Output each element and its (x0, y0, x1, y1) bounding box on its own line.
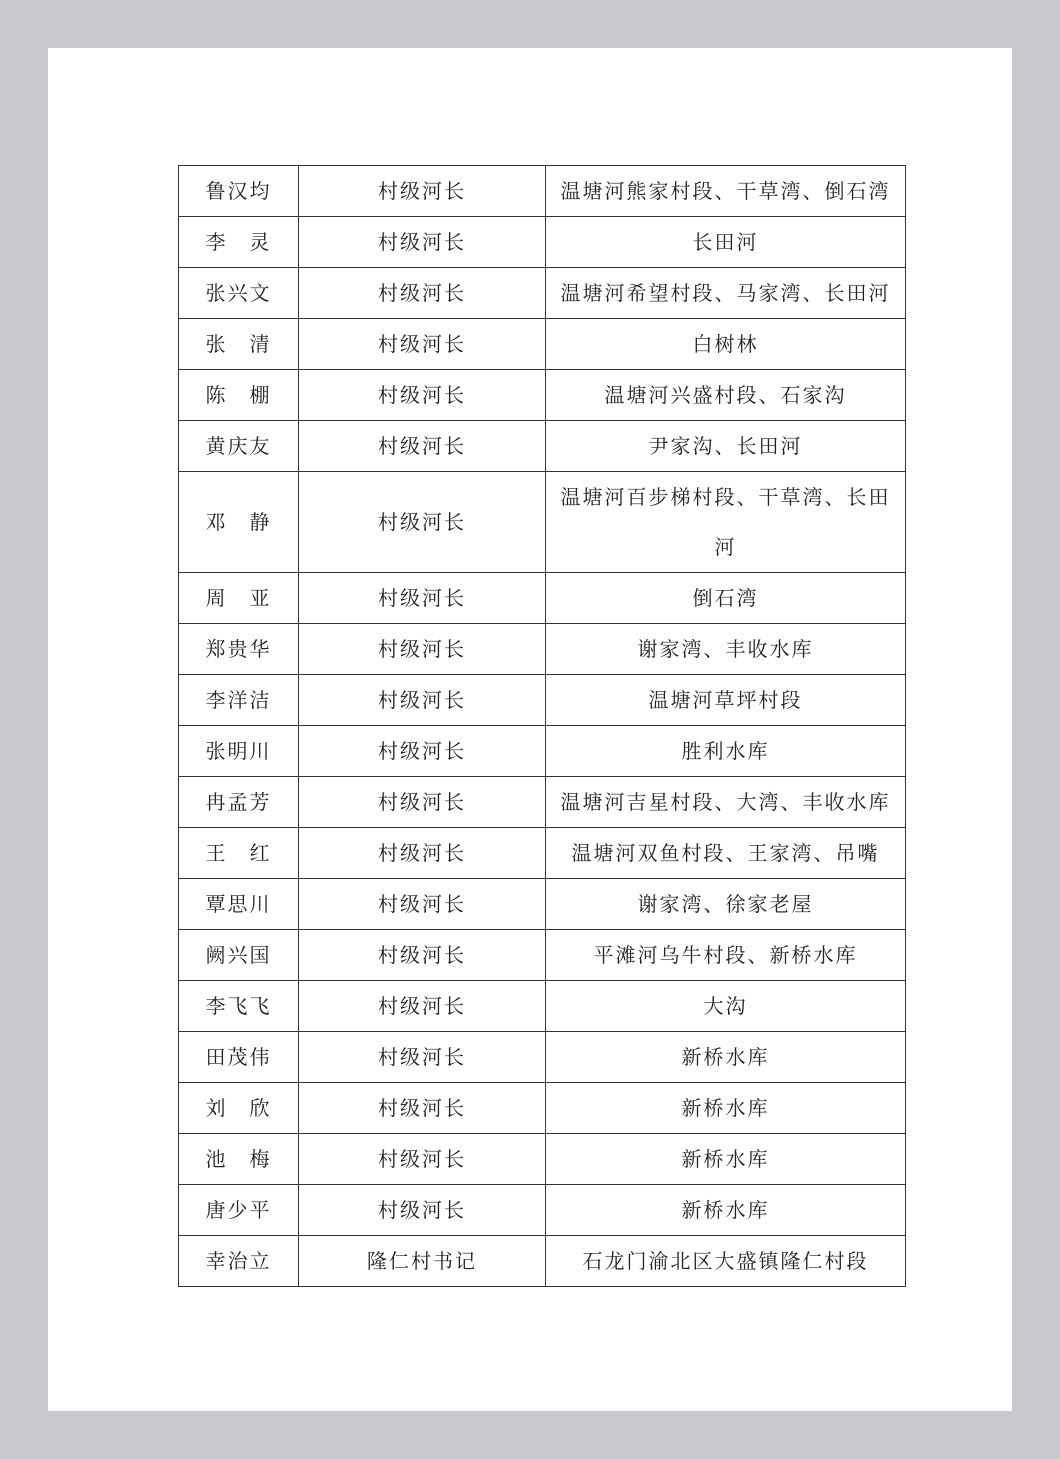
role-cell: 村级河长 (299, 1134, 546, 1185)
table-row (179, 573, 906, 624)
river-chief-table (178, 165, 906, 1287)
role-cell: 村级河长 (299, 573, 546, 624)
table-row (179, 1083, 906, 1134)
role-cell: 村级河长 (299, 930, 546, 981)
table-row (179, 726, 906, 777)
area-cell: 石龙门渝北区大盛镇隆仁村段 (546, 1236, 906, 1287)
table-row (179, 370, 906, 421)
area-cell: 白树林 (546, 319, 906, 370)
name-cell: 刘 欣 (179, 1083, 299, 1134)
area-cell: 温塘河百步梯村段、干草湾、长田河 (546, 472, 906, 573)
name-cell: 池 梅 (179, 1134, 299, 1185)
name-cell: 周 亚 (179, 573, 299, 624)
name-cell: 张兴文 (179, 268, 299, 319)
name-cell: 黄庆友 (179, 421, 299, 472)
area-cell: 新桥水库 (546, 1134, 906, 1185)
area-cell: 谢家湾、徐家老屋 (546, 879, 906, 930)
area-cell: 温塘河兴盛村段、石家沟 (546, 370, 906, 421)
role-cell: 隆仁村书记 (299, 1236, 546, 1287)
table-row (179, 879, 906, 930)
role-cell: 村级河长 (299, 675, 546, 726)
name-cell: 郑贵华 (179, 624, 299, 675)
area-cell: 温塘河希望村段、马家湾、长田河 (546, 268, 906, 319)
role-cell: 村级河长 (299, 1185, 546, 1236)
table-row (179, 828, 906, 879)
role-cell: 村级河长 (299, 268, 546, 319)
area-cell: 温塘河熊家村段、干草湾、倒石湾 (546, 166, 906, 217)
table-row (179, 166, 906, 217)
table-row (179, 930, 906, 981)
area-cell: 大沟 (546, 981, 906, 1032)
table-row (179, 472, 906, 573)
name-cell: 张 清 (179, 319, 299, 370)
name-cell: 李飞飞 (179, 981, 299, 1032)
role-cell: 村级河长 (299, 166, 546, 217)
name-cell: 李 灵 (179, 217, 299, 268)
role-cell: 村级河长 (299, 624, 546, 675)
name-cell: 邓 静 (179, 472, 299, 573)
role-cell: 村级河长 (299, 726, 546, 777)
role-cell: 村级河长 (299, 421, 546, 472)
area-cell: 尹家沟、长田河 (546, 421, 906, 472)
role-cell: 村级河长 (299, 217, 546, 268)
table-row (179, 1032, 906, 1083)
role-cell: 村级河长 (299, 828, 546, 879)
name-cell: 田茂伟 (179, 1032, 299, 1083)
role-cell: 村级河长 (299, 1032, 546, 1083)
role-cell: 村级河长 (299, 981, 546, 1032)
name-cell: 张明川 (179, 726, 299, 777)
table-row (179, 1134, 906, 1185)
area-cell: 平滩河乌牛村段、新桥水库 (546, 930, 906, 981)
name-cell: 阙兴国 (179, 930, 299, 981)
name-cell: 鲁汉均 (179, 166, 299, 217)
table-row (179, 624, 906, 675)
role-cell: 村级河长 (299, 879, 546, 930)
name-cell: 陈 棚 (179, 370, 299, 421)
table-row (179, 421, 906, 472)
table-row (179, 217, 906, 268)
name-cell: 覃思川 (179, 879, 299, 930)
area-cell: 长田河 (546, 217, 906, 268)
role-cell: 村级河长 (299, 1083, 546, 1134)
area-cell: 温塘河双鱼村段、王家湾、吊嘴 (546, 828, 906, 879)
table-row (179, 1185, 906, 1236)
table-row (179, 981, 906, 1032)
area-cell: 温塘河草坪村段 (546, 675, 906, 726)
table-row (179, 1236, 906, 1287)
area-cell: 倒石湾 (546, 573, 906, 624)
name-cell: 冉孟芳 (179, 777, 299, 828)
area-cell: 新桥水库 (546, 1185, 906, 1236)
area-cell: 新桥水库 (546, 1083, 906, 1134)
role-cell: 村级河长 (299, 777, 546, 828)
area-cell: 新桥水库 (546, 1032, 906, 1083)
name-cell: 唐少平 (179, 1185, 299, 1236)
table-row (179, 675, 906, 726)
area-cell: 胜利水库 (546, 726, 906, 777)
area-cell: 温塘河吉星村段、大湾、丰收水库 (546, 777, 906, 828)
area-cell: 谢家湾、丰收水库 (546, 624, 906, 675)
document-page (48, 48, 1012, 1411)
role-cell: 村级河长 (299, 370, 546, 421)
table-row (179, 777, 906, 828)
table-row (179, 319, 906, 370)
name-cell: 幸治立 (179, 1236, 299, 1287)
table-row (179, 268, 906, 319)
name-cell: 王 红 (179, 828, 299, 879)
name-cell: 李洋洁 (179, 675, 299, 726)
role-cell: 村级河长 (299, 472, 546, 573)
role-cell: 村级河长 (299, 319, 546, 370)
